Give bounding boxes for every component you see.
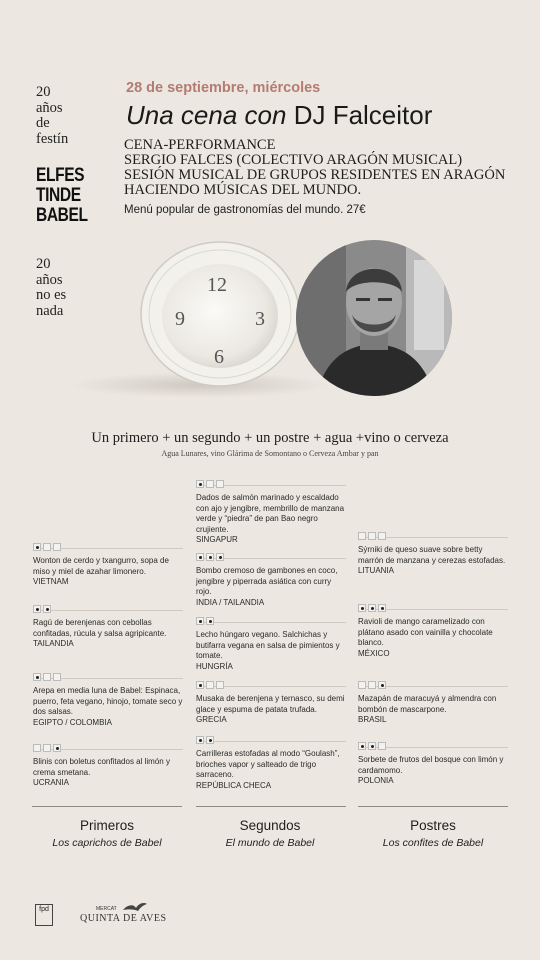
plate-number-12: 12 — [207, 274, 227, 296]
quinta-de-aves-logo: QUINTA DE AVES — [80, 913, 167, 924]
title-name: DJ Falceitor — [293, 100, 433, 130]
event-date: 28 de septiembre, miércoles — [126, 80, 321, 96]
dj-portrait-photo — [296, 240, 452, 396]
tagline-20-anos-de-festin: 20 años de festín — [36, 84, 69, 147]
column-title-postres: Postres — [410, 818, 456, 833]
dish-item: Musaka de berenjena y ternasco, su demi glace y espuma de patata trufada. GRECIA — [196, 681, 346, 726]
menu-offer: Un primero + un segundo + un postre + agua +vino o cerveza — [91, 430, 449, 446]
quinta-de-aves-logo-small-text: MERCAT — [96, 906, 117, 912]
event-title — [126, 100, 432, 131]
dish-item: Ragú de berenjenas con cebollas confitadas, rúcula y salsa agripicante. TAILANDIA — [33, 605, 183, 650]
column-subtitle-segundos: El mundo de Babel — [225, 837, 315, 849]
title-italic: Una cena con — [126, 100, 287, 130]
dish-item: Blinis con boletus confitados al limón y crema smetana. UCRANIA — [33, 744, 183, 789]
dish-item: Sýrniki de queso suave sobre betty marrón de manzana y cerezas estofadas. LITUANIA — [358, 532, 508, 577]
fpd-logo: fpd — [35, 904, 53, 926]
elfestindebabel-logo: ELFES TINDE BABEL — [36, 165, 88, 226]
plate-number-6: 6 — [214, 346, 224, 368]
column-divider — [196, 806, 346, 807]
dish-item: Dados de salmón marinado y escaldado con ajo y jengibre, membrillo de manzana verde y “piedra” de pan Bao negro crujiente. SINGAPUR — [196, 480, 346, 546]
column-divider — [32, 806, 182, 807]
column-divider — [358, 806, 508, 807]
dish-item: Carrilleras estofadas al modo “Goulash”, brioches vapor y salteado de trigo sarraceno. REPÚBLICA CHECA — [196, 736, 346, 791]
column-subtitle-postres: Los confites de Babel — [382, 837, 484, 849]
dish-item: Arepa en media luna de Babel: Espinaca, puerro, feta vegano, hinojo, tomate seco y dos salsas. EGIPTO / COLOMBIA — [33, 673, 183, 728]
dish-item: Sorbete de frutos del bosque con limón y cardamomo. POLONIA — [358, 742, 508, 787]
menu-price-line: Menú popular de gastronomías del mundo. 27€ — [124, 204, 366, 216]
clock-plate-image — [140, 240, 302, 388]
plate-number-9: 9 — [175, 308, 185, 330]
dish-item: Mazapán de maracuyá y almendra con bombón de mascarpone. BRASIL — [358, 681, 508, 726]
dish-item: Lecho húngaro vegano. Salchichas y butifarra vegana en salsa de pimientos y tomate. HUNGRÍA — [196, 617, 346, 672]
column-title-segundos: Segundos — [239, 818, 301, 833]
dish-item: Bombo cremoso de gambones en coco, jengibre y piperrada asiática con curry rojo. INDIA / TAILANDIA — [196, 553, 346, 608]
performance-details: CENA-PERFORMANCE SERGIO FALCES (COLECTIVO ARAGÓN MUSICAL) SESIÓN MUSICAL DE GRUPOS RESIDENTES EN ARAGÓN HACIENDO MÚSICAS DEL MUNDO. — [124, 137, 506, 198]
dish-item: Ravioli de mango caramelizado con plátano asado con vainilla y chocolate blanco. MÉXICO — [358, 604, 508, 659]
plate-number-3: 3 — [255, 308, 265, 330]
tagline-20-anos-no-es-nada: 20 años no es nada — [36, 256, 67, 319]
menu-offer-drinks: Agua Lunares, vino Glárima de Somontano o Cerveza Ambar y pan — [161, 449, 379, 458]
column-title-primeros: Primeros — [79, 818, 134, 833]
dish-item: Wonton de cerdo y txangurro, sopa de miso y miel de azahar limonero. VIETNAM — [33, 543, 183, 588]
column-subtitle-primeros: Los caprichos de Babel — [52, 837, 162, 849]
